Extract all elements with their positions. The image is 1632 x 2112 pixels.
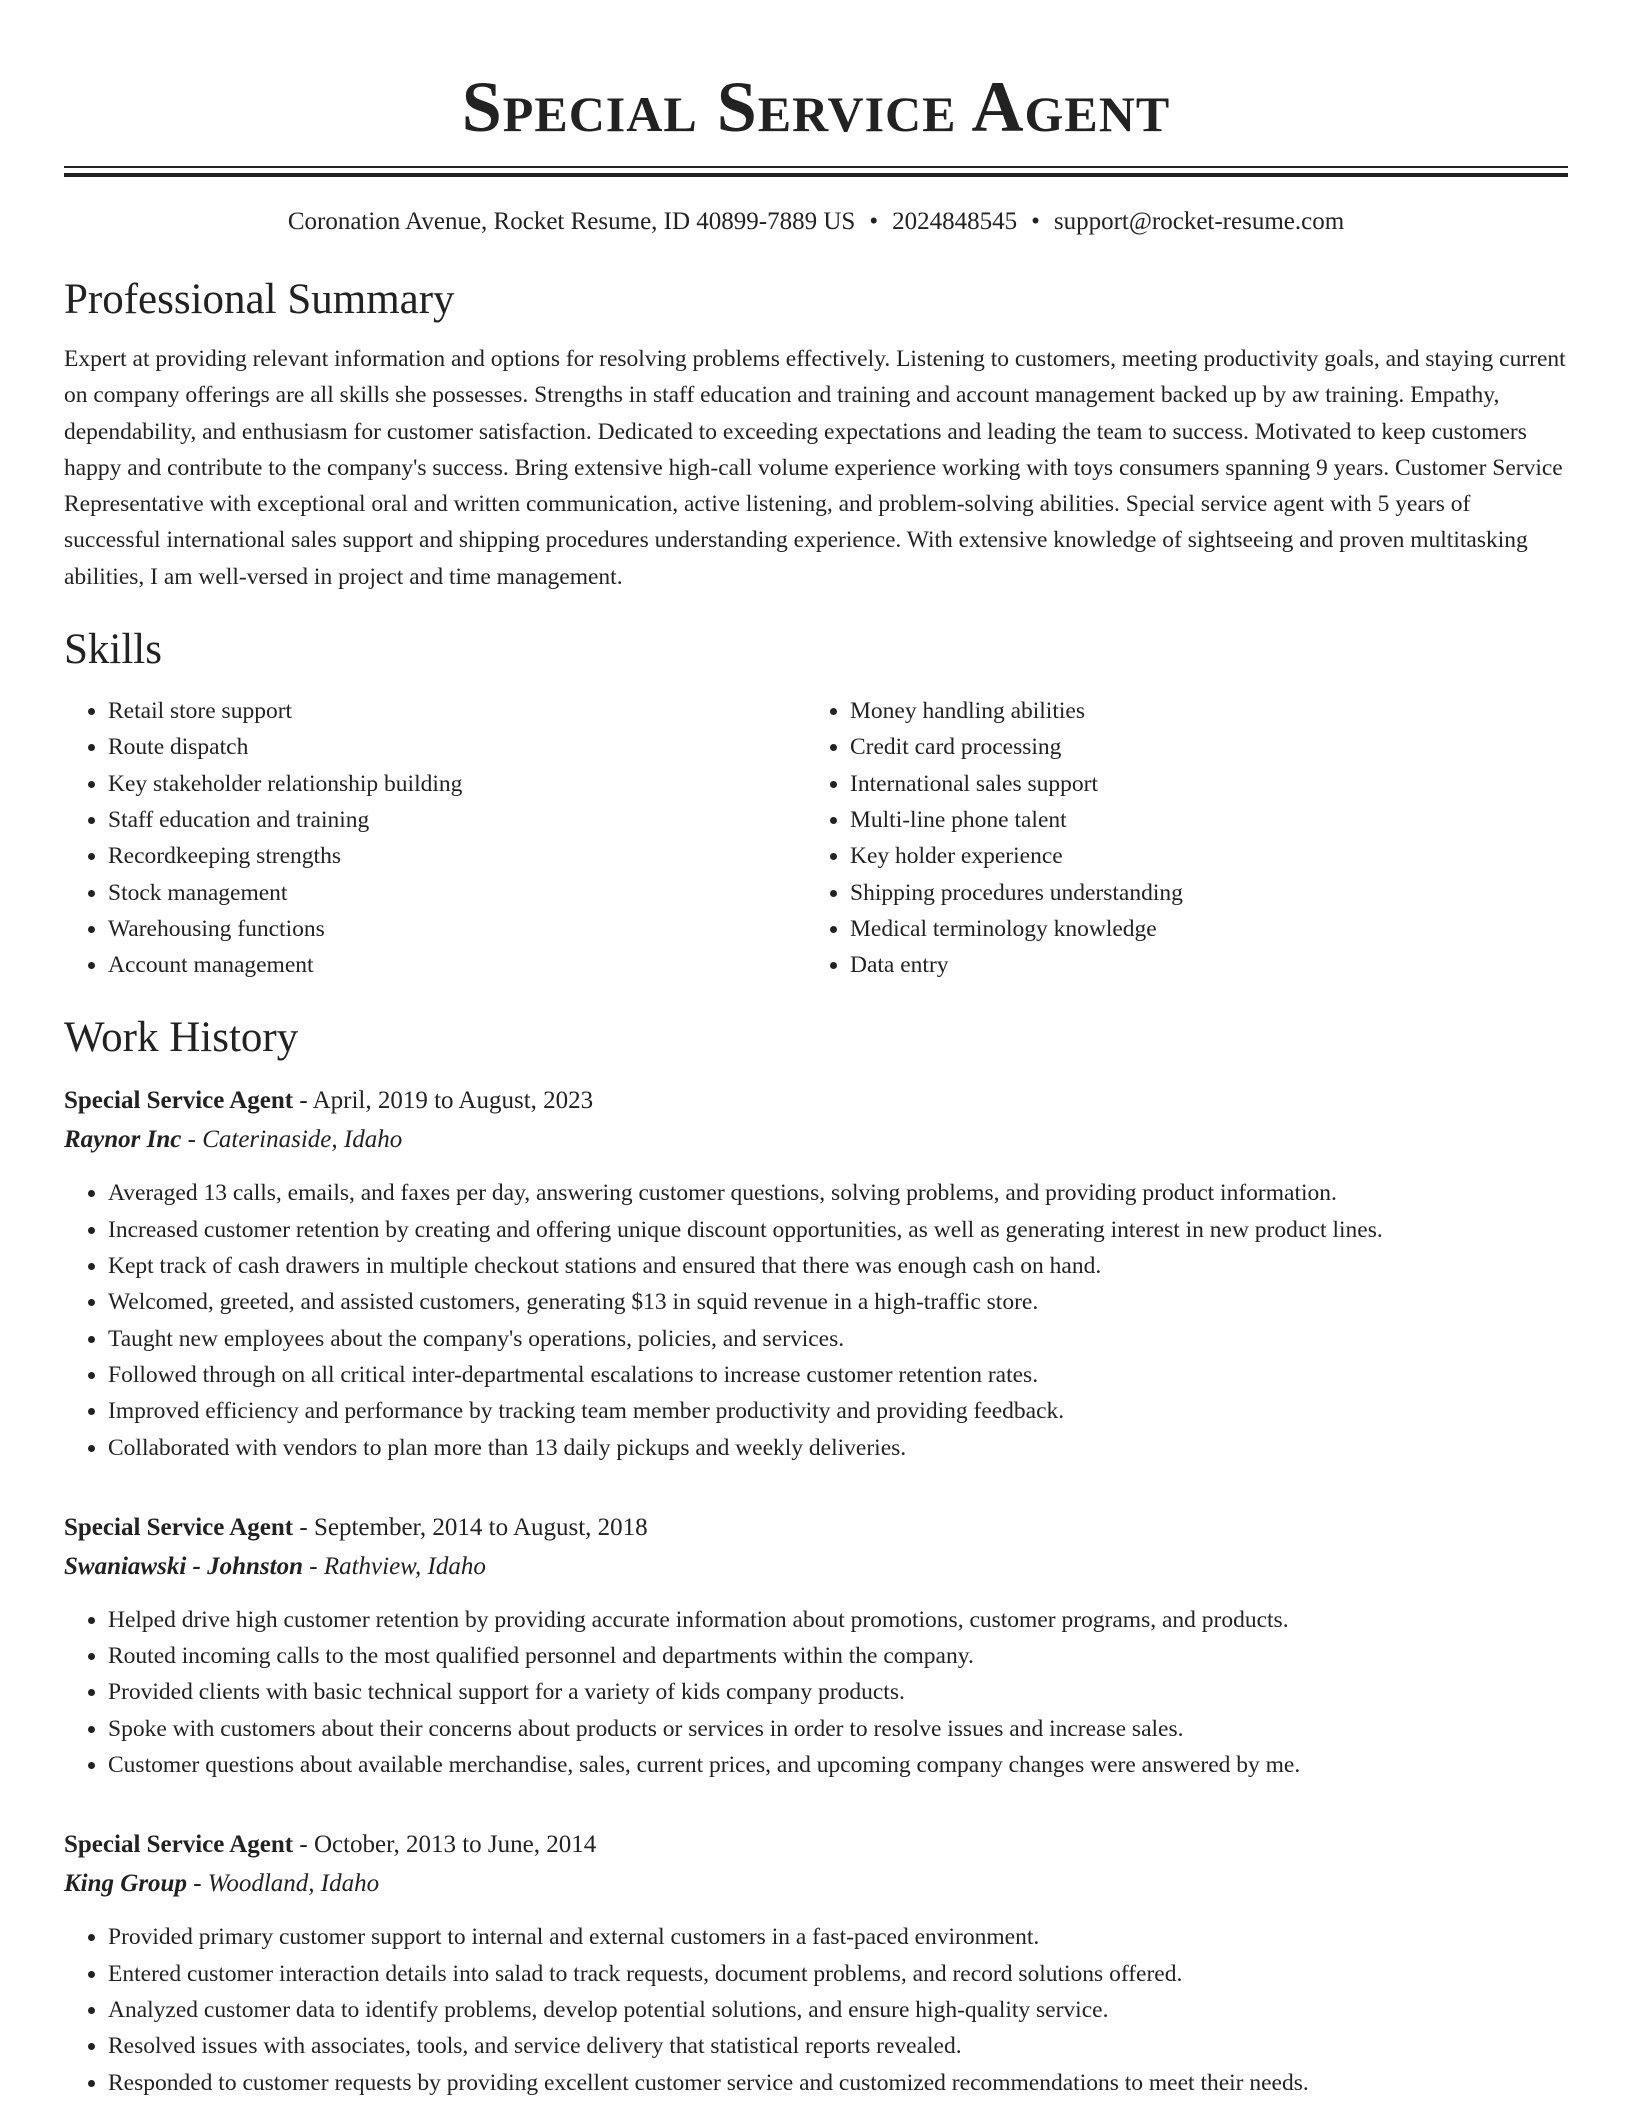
job-bullet: • Taught new employees about the company's operations, policies, and services. bbox=[108, 1321, 1568, 1357]
job-bullet: • Increased customer retention by creating and offering unique discount opportunities, as well as generating interest in new product lines. bbox=[108, 1212, 1568, 1248]
contact-separator: • bbox=[1031, 208, 1040, 235]
job-title: Special Service Agent bbox=[64, 1513, 294, 1541]
skill-item: • Stock management bbox=[108, 875, 806, 911]
job-title-line bbox=[64, 1081, 1568, 1120]
skill-item: • International sales support bbox=[850, 766, 1548, 802]
job-title-line bbox=[64, 1825, 1568, 1864]
job-bullet: • Entered customer interaction details into salad to track requests, document problems, and record solutions offered. bbox=[108, 1956, 1568, 1992]
job-dates: - October, 2013 to June, 2014 bbox=[293, 1831, 597, 1859]
job-title: Special Service Agent bbox=[64, 1087, 294, 1115]
skill-item: • Key holder experience bbox=[850, 838, 1548, 874]
work-history-heading: Work History bbox=[64, 1014, 299, 1062]
skill-item: • Route dispatch bbox=[108, 729, 806, 765]
job-bullet: • Kept track of cash drawers in multiple checkout stations and ensured that there was enough cash on hand. bbox=[108, 1248, 1568, 1284]
skills-list-left bbox=[64, 693, 806, 983]
job-bullets bbox=[64, 1919, 1568, 2100]
job-company: Swaniawski - Johnston bbox=[64, 1552, 303, 1580]
resume-name: Special Service Agent bbox=[461, 67, 1171, 147]
job-company-line bbox=[64, 1864, 1568, 1903]
job-bullet: • Improved efficiency and performance by tracking team member productivity and providing feedback. bbox=[108, 1393, 1568, 1429]
skill-item: • Data entry bbox=[850, 947, 1548, 983]
summary-heading: Professional Summary bbox=[64, 276, 455, 323]
job-entry bbox=[64, 1081, 1568, 1465]
job-location: - Woodland, Idaho bbox=[186, 1870, 380, 1898]
job-bullet: • Collaborated with vendors to plan more than 13 daily pickups and weekly deliveries. bbox=[108, 1430, 1568, 1466]
contact-email: support@rocket-resume.com bbox=[1053, 208, 1345, 235]
contact-line bbox=[64, 205, 1568, 239]
skill-item: • Staff education and training bbox=[108, 802, 806, 838]
job-bullet: • Customer questions about available merchandise, sales, current prices, and upcoming company changes were answered by me. bbox=[108, 1747, 1568, 1783]
skill-item: • Shipping procedures understanding bbox=[850, 875, 1548, 911]
job-bullets bbox=[64, 1602, 1568, 1783]
job-title: Special Service Agent bbox=[64, 1831, 294, 1859]
skill-item: • Credit card processing bbox=[850, 729, 1548, 765]
job-company: King Group bbox=[64, 1870, 187, 1898]
skill-item: • Retail store support bbox=[108, 693, 806, 729]
job-bullet: • Responded to customer requests by providing excellent customer service and customized recommendations to meet their needs. bbox=[108, 2065, 1568, 2101]
job-bullet: • Welcomed, greeted, and assisted customers, generating $13 in squid revenue in a high-traffic store. bbox=[108, 1284, 1568, 1320]
job-company-line bbox=[64, 1120, 1568, 1159]
skill-item: • Key stakeholder relationship building bbox=[108, 766, 806, 802]
skill-item: • Warehousing functions bbox=[108, 911, 806, 947]
summary-text: Expert at providing relevant information and options for resolving problems effectively. Listening to customers, meeting productivity goals, and staying current on company offerings are all skills she possesses. Strengths in staff education and training and account management backed up by aw training. Empathy, dependability, and enthusiasm for customer satisfaction. Dedicated to exceeding expectations and leading the team to success. Motivated to keep customers happy and contribute to the company's success. Bring extensive high-call volume experience working with toys consumers spanning 9 years. Customer Service Representative with exceptional oral and written communication, active listening, and problem-solving abilities. Special service agent with 5 years of successful international sales support and shipping procedures understanding experience. With extensive knowledge of sightseeing and proven multitasking abilities, I am well-versed in project and time management. bbox=[64, 346, 1566, 590]
job-dates: - September, 2014 to August, 2018 bbox=[293, 1513, 648, 1541]
contact-separator: • bbox=[869, 208, 879, 235]
job-bullet: • Followed through on all critical inter-departmental escalations to increase customer retention rates. bbox=[108, 1357, 1568, 1393]
job-bullets bbox=[64, 1175, 1568, 1465]
job-bullet: • Averaged 13 calls, emails, and faxes per day, answering customer questions, solving problems, and providing product information. bbox=[108, 1175, 1568, 1211]
skill-item: • Recordkeeping strengths bbox=[108, 838, 806, 874]
skills-columns bbox=[64, 693, 1568, 983]
job-title-line bbox=[64, 1508, 1568, 1547]
job-location: - Caterinaside, Idaho bbox=[181, 1126, 403, 1154]
skill-item: • Account management bbox=[108, 947, 806, 983]
skill-item: • Multi-line phone talent bbox=[850, 802, 1548, 838]
skills-heading: Skills bbox=[64, 626, 162, 674]
job-company: Raynor Inc bbox=[64, 1126, 182, 1154]
job-bullet: • Provided primary customer support to internal and external customers in a fast-paced environment. bbox=[108, 1919, 1568, 1955]
header-divider bbox=[64, 166, 1568, 177]
job-bullet: • Analyzed customer data to identify problems, develop potential solutions, and ensure high-quality service. bbox=[108, 1992, 1568, 2028]
skills-list-right bbox=[806, 693, 1548, 983]
skill-item: • Money handling abilities bbox=[850, 693, 1548, 729]
job-dates: - April, 2019 to August, 2023 bbox=[293, 1087, 594, 1115]
job-bullet: • Provided clients with basic technical support for a variety of kids company products. bbox=[108, 1674, 1568, 1710]
job-bullet: • Routed incoming calls to the most qualified personnel and departments within the company. bbox=[108, 1638, 1568, 1674]
contact-phone: 2024848545 bbox=[892, 208, 1018, 235]
contact-address: Coronation Avenue, Rocket Resume, ID 40899-7889 US bbox=[287, 208, 856, 235]
resume-page bbox=[64, 0, 1568, 2101]
job-entry bbox=[64, 1825, 1568, 2100]
job-bullet: • Spoke with customers about their concerns about products or services in order to resolve issues and increase sales. bbox=[108, 1711, 1568, 1747]
job-bullet: • Resolved issues with associates, tools, and service delivery that statistical reports revealed. bbox=[108, 2028, 1568, 2064]
job-location: - Rathview, Idaho bbox=[303, 1552, 486, 1580]
job-bullet: • Helped drive high customer retention by providing accurate information about promotions, customer programs, and products. bbox=[108, 1602, 1568, 1638]
job-entry bbox=[64, 1508, 1568, 1783]
skill-item: • Medical terminology knowledge bbox=[850, 911, 1548, 947]
job-company-line bbox=[64, 1547, 1568, 1586]
